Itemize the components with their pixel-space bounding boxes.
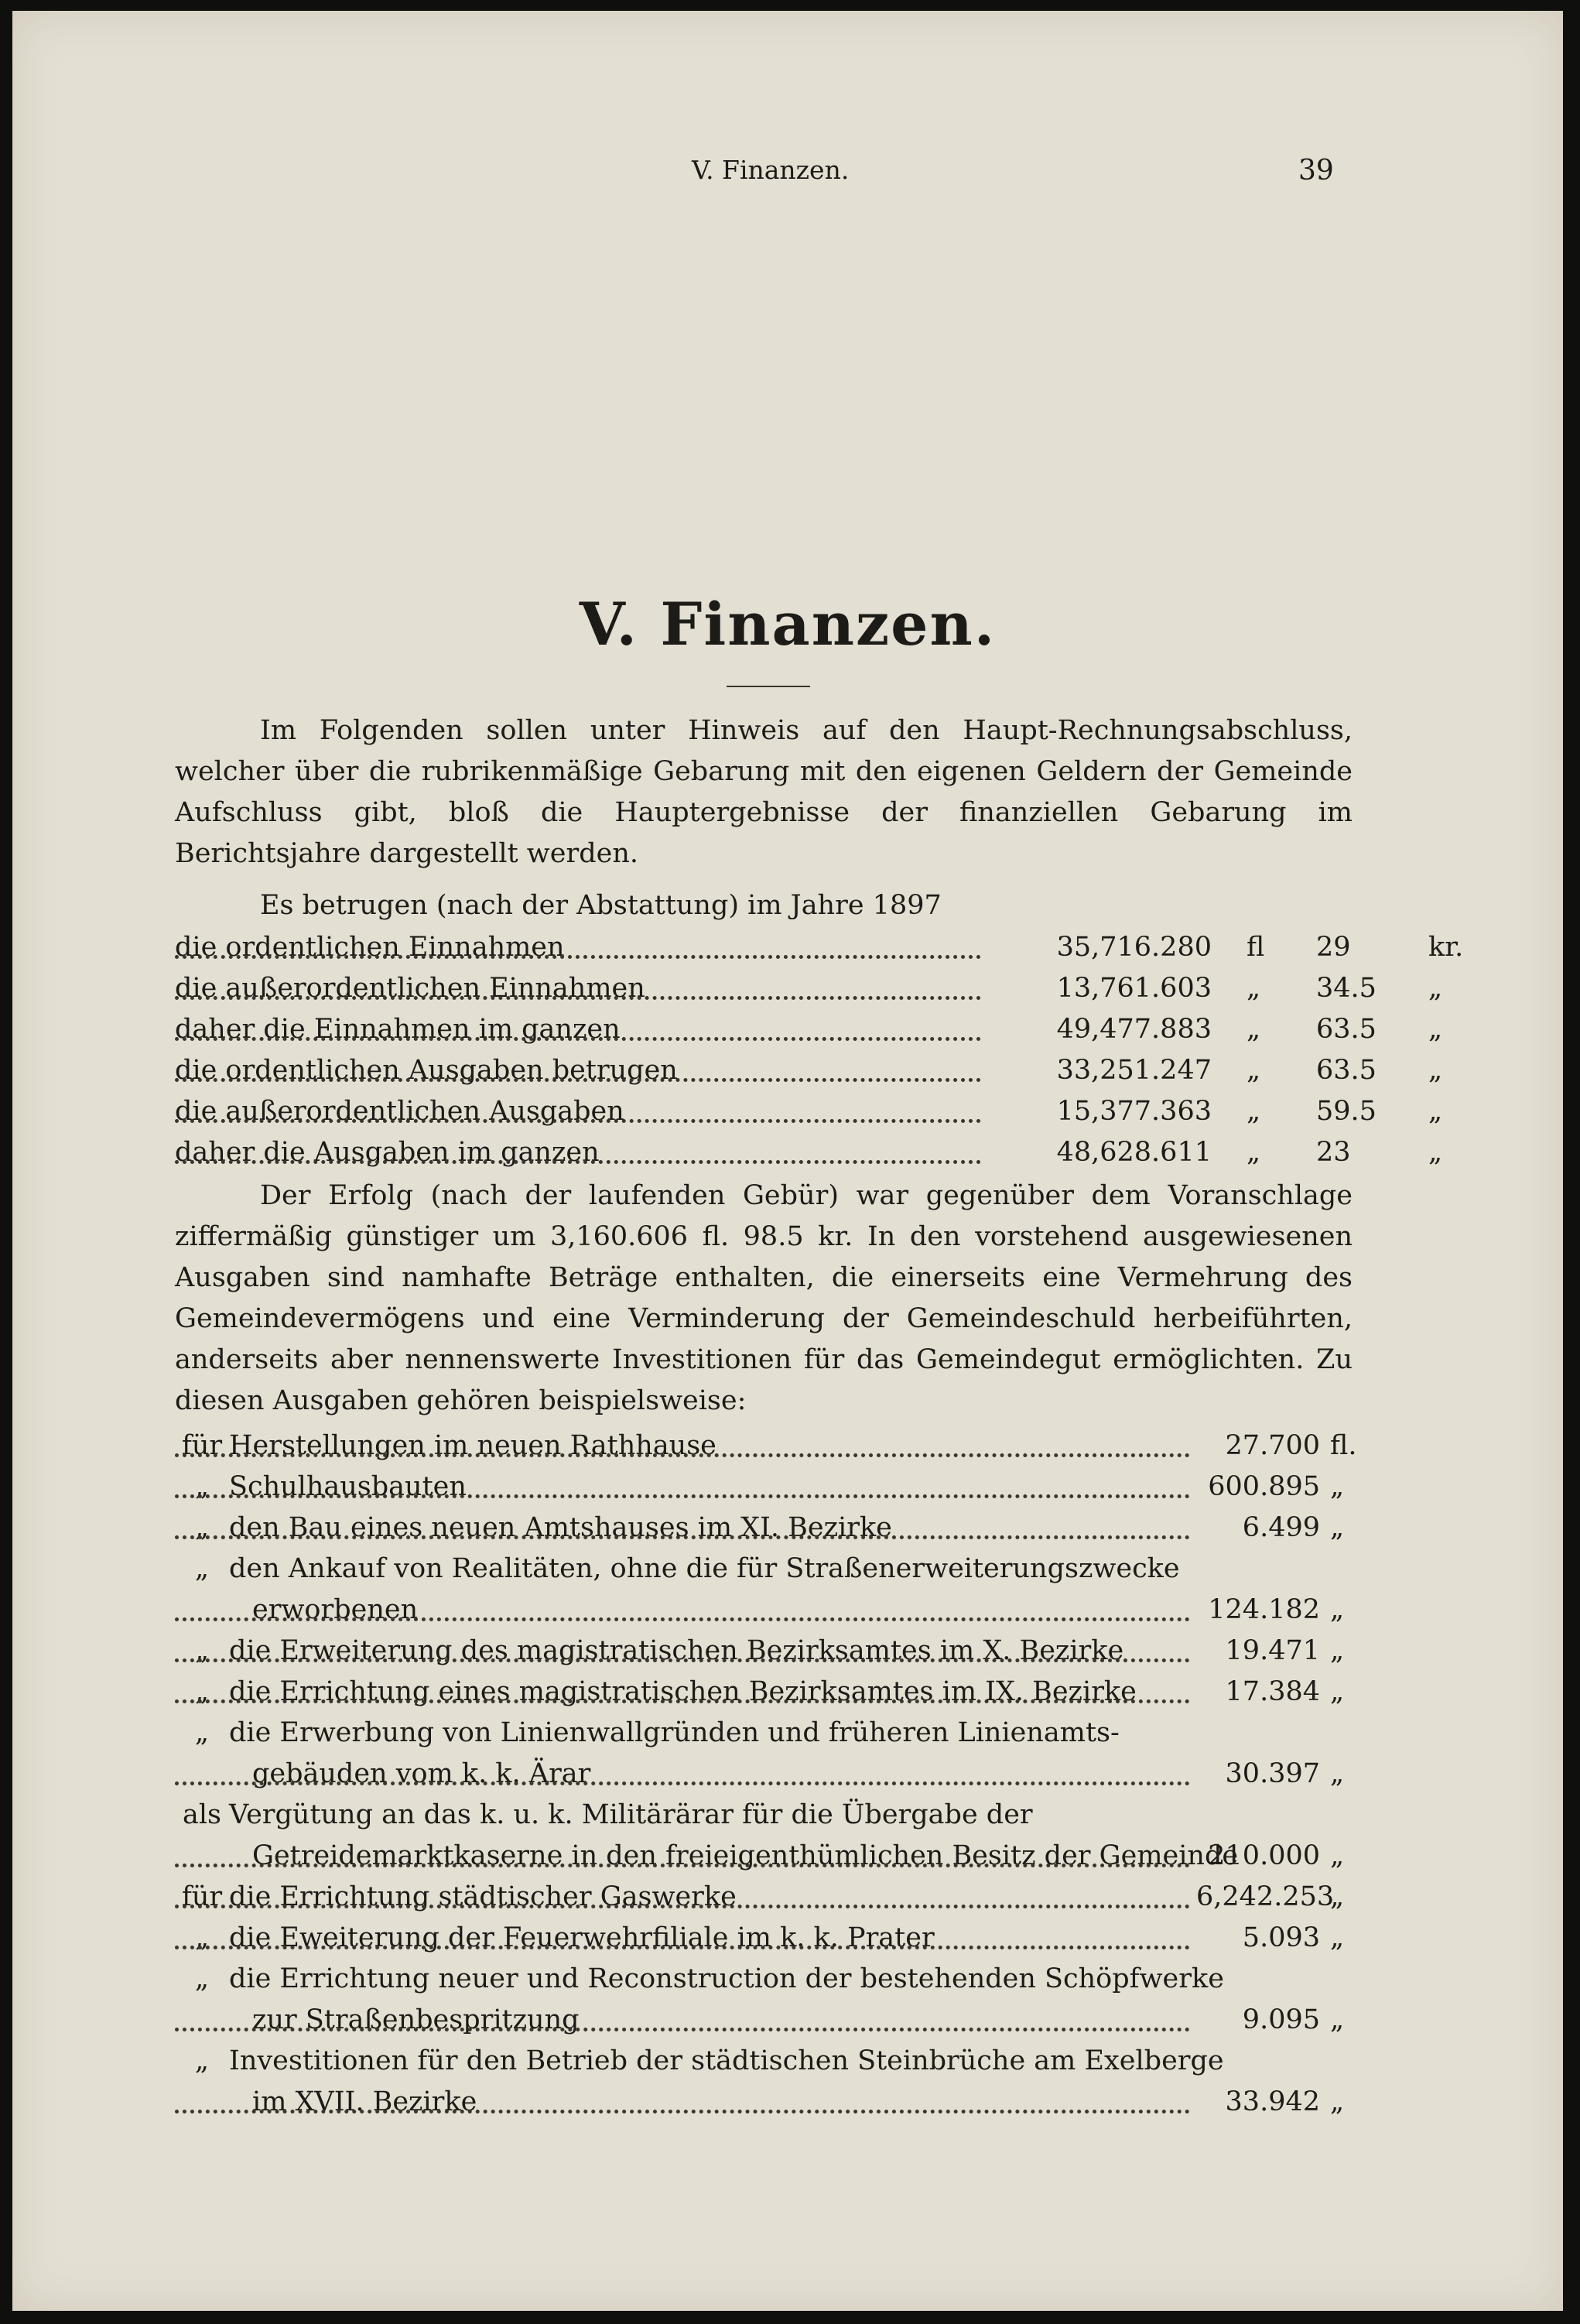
row-label: Vergütung an das k. u. k. Militärärar für die Übergabe der <box>229 1799 1033 1830</box>
amount-florin: 33.942 <box>1225 2086 1320 2117</box>
amount-florin: 210.000 <box>1208 1840 1320 1871</box>
amount-florin: 33,251.247 <box>1056 1055 1212 1086</box>
dot-leader <box>175 1160 981 1164</box>
unit-kreuzer: „ <box>1428 1096 1443 1127</box>
row-text <box>175 1963 1233 1994</box>
unit-florin: „ <box>1330 1512 1345 1543</box>
page-number: 39 <box>1298 155 1334 187</box>
unit-kreuzer: „ <box>1428 1137 1443 1168</box>
row-label-wrap <box>175 1754 1353 1795</box>
amount-florin: 17.384 <box>1225 1676 1320 1707</box>
amount-florin: 6.499 <box>1242 1512 1320 1543</box>
unit-florin: fl. <box>1330 1430 1357 1461</box>
unit-florin: fl <box>1247 932 1265 963</box>
row-label: erworbenen <box>252 1594 419 1625</box>
row-prefix: als <box>182 1799 222 1830</box>
totals-lead: Es betrugen (nach der Abstattung) im Jahre 1897 <box>260 890 942 921</box>
unit-florin: „ <box>1330 1922 1345 1953</box>
row-label: die außerordentlichen Ausgaben <box>175 1096 634 1127</box>
amount-florin: 15,377.363 <box>1056 1096 1212 1127</box>
amount-florin: 5.093 <box>1242 1922 1320 1953</box>
row-prefix: „ <box>194 1553 210 1584</box>
dot-leader <box>175 996 981 1000</box>
unit-kreuzer: „ <box>1428 973 1443 1004</box>
row-label: die ordentlichen Einnahmen <box>175 932 574 963</box>
amount-florin: 27.700 <box>1225 1430 1320 1461</box>
row-label: die Erweiterung des magistratischen Bezirksamtes im X. Bezirke <box>229 1635 1124 1666</box>
list-item <box>175 1467 1353 1508</box>
row-label: den Bau eines neuen Amtshauses im XI. Bezirke <box>229 1512 892 1543</box>
list-item <box>175 1631 1353 1672</box>
amount-kreuzer: 29 <box>1316 932 1351 963</box>
amount-florin: 9.095 <box>1242 2004 1320 2035</box>
amount-florin: 49,477.883 <box>1056 1014 1212 1045</box>
unit-florin: „ <box>1247 1055 1261 1086</box>
amount-florin: 600.895 <box>1208 1471 1320 1502</box>
row-label: die außerordentlichen Einnahmen <box>175 973 655 1004</box>
row-label-wrap <box>175 2000 1353 2041</box>
row-label: gebäuden vom k. k. Ärar <box>252 1758 591 1789</box>
intro-paragraph <box>175 710 1353 874</box>
unit-florin: „ <box>1330 1840 1345 1871</box>
book-page <box>12 11 1563 2311</box>
running-title: V. Finanzen. <box>692 155 850 185</box>
title-rule <box>727 686 810 687</box>
unit-kreuzer: „ <box>1428 1014 1443 1045</box>
unit-florin: „ <box>1247 1014 1261 1045</box>
row-prefix: für <box>181 1881 223 1912</box>
row-text <box>175 1799 1042 1830</box>
row-prefix: „ <box>194 2045 210 2076</box>
row-label-wrap <box>175 1467 1353 1508</box>
totals-list <box>175 927 1464 1173</box>
row-label-wrap <box>175 2041 1353 2082</box>
row-label-wrap <box>175 2082 1353 2123</box>
row-label: Investitionen für den Betrieb der städtischen Steinbrüche am Exelberge <box>229 2045 1224 2076</box>
list-item <box>175 1713 1353 1754</box>
dot-leader <box>175 955 981 959</box>
amount-kreuzer: 34.5 <box>1316 973 1377 1004</box>
dot-leader <box>175 1037 981 1041</box>
erfolg-text: Der Erfolg (nach der laufenden Gebür) war gegenüber dem Voranschlage ziffermäßig günstiger um 3,160.606 fl. 98.5 kr. In den vorstehend ausgewiesenen Ausgaben sind namhafte Beträge enthalten, die einerseits eine Vermehrung des Gemeindevermögens und eine Verminderung der Gemeindeschuld herbeiführten, anderseits aber nennenswerte Investitionen für das Gemeindegut ermöglichten. Zu diesen Ausgaben gehören beispielsweise: <box>175 1180 1353 1416</box>
row-label: Schulhausbauten <box>229 1471 467 1502</box>
row-text <box>175 2045 1233 2076</box>
list-item <box>175 1877 1353 1918</box>
chapter-title: V. Finanzen. <box>579 590 997 659</box>
row-label: daher die Einnahmen im ganzen <box>175 1014 630 1045</box>
amount-kreuzer: 63.5 <box>1316 1055 1377 1086</box>
unit-florin: „ <box>1330 1881 1345 1912</box>
unit-florin: „ <box>1247 973 1261 1004</box>
dot-leader <box>175 2110 1190 2114</box>
list-item <box>175 2082 1353 2123</box>
amount-kreuzer: 23 <box>1316 1137 1351 1168</box>
list-item <box>175 1795 1353 1836</box>
row-label-wrap <box>175 1836 1353 1877</box>
row-prefix: „ <box>194 1922 210 1953</box>
row-label-wrap <box>175 1508 1353 1549</box>
amount-florin: 35,716.280 <box>1056 932 1212 963</box>
list-item <box>175 1426 1357 1467</box>
unit-florin: „ <box>1247 1096 1261 1127</box>
row-text <box>175 1717 1129 1748</box>
list-item <box>175 2041 1353 2082</box>
row-label: die Erwerbung von Linienwallgründen und früheren Linienamts- <box>229 1717 1120 1748</box>
erfolg-paragraph <box>175 1176 1353 1422</box>
row-prefix: „ <box>194 1471 210 1502</box>
list-item <box>175 1959 1353 2000</box>
row-label: den Ankauf von Realitäten, ohne die für Straßenerweiterungszwecke <box>229 1553 1180 1584</box>
row-prefix: „ <box>194 1676 210 1707</box>
list-item <box>175 1836 1353 1877</box>
amount-kreuzer: 63.5 <box>1316 1014 1377 1045</box>
amount-florin: 19.471 <box>1225 1635 1320 1666</box>
table-row <box>175 1050 1443 1091</box>
row-text <box>175 1553 1189 1584</box>
table-row <box>175 927 1464 968</box>
row-prefix: „ <box>194 1512 210 1543</box>
row-label-wrap <box>175 1918 1353 1959</box>
row-label-wrap <box>175 1549 1353 1590</box>
dot-leader <box>175 1864 1190 1867</box>
amount-florin: 6,242.253 <box>1196 1881 1335 1912</box>
unit-florin: „ <box>1330 1676 1345 1707</box>
dot-leader <box>175 1782 1190 1785</box>
row-label: Getreidemarktkaserne in den freieigenthümlichen Besitz der Gemeinde <box>252 1840 1239 1871</box>
row-label-wrap <box>175 1426 1353 1467</box>
dot-leader <box>175 1494 1190 1498</box>
amount-florin: 124.182 <box>1208 1594 1320 1625</box>
unit-kreuzer: „ <box>1428 1055 1443 1086</box>
dot-leader <box>175 1453 1190 1457</box>
unit-florin: „ <box>1330 1635 1345 1666</box>
dot-leader <box>175 1119 981 1123</box>
amount-florin: 13,761.603 <box>1056 973 1212 1004</box>
dot-leader <box>175 1658 1190 1662</box>
row-label: die Eweiterung der Feuerwehrfiliale im k. k. Prater <box>229 1922 935 1953</box>
running-head <box>12 155 1563 193</box>
dot-leader <box>175 1617 1190 1621</box>
dot-leader <box>175 1946 1190 1949</box>
expenses-list <box>175 1426 1357 2123</box>
intro-text: Im Folgenden sollen unter Hinweis auf den Haupt-Rechnungsabschluss, welcher über die rubrikenmäßige Gebarung mit den eigenen Geldern der Gemeinde Aufschluss gibt, bloß die Hauptergebnisse der finanziellen Gebarung im Berichtsjahre dargestellt werden. <box>175 715 1353 869</box>
row-label-wrap <box>175 1590 1353 1631</box>
dot-leader <box>175 1699 1190 1703</box>
list-item <box>175 1590 1353 1631</box>
list-item <box>175 1918 1353 1959</box>
row-label: daher die Ausgaben im ganzen <box>175 1137 609 1168</box>
unit-florin: „ <box>1247 1137 1261 1168</box>
table-row <box>175 1009 1443 1050</box>
unit-florin: „ <box>1330 1471 1345 1502</box>
dot-leader <box>175 2028 1190 2031</box>
list-item <box>175 1754 1353 1795</box>
row-label: die Errichtung neuer und Reconstruction der bestehenden Schöpfwerke <box>229 1963 1224 1994</box>
row-prefix: „ <box>194 1635 210 1666</box>
row-label-wrap <box>175 1877 1353 1918</box>
row-label: die Errichtung städtischer Gaswerke <box>229 1881 737 1912</box>
unit-florin: „ <box>1330 2004 1345 2035</box>
row-label-wrap <box>175 1959 1353 2000</box>
dot-leader <box>175 1078 981 1082</box>
unit-florin: „ <box>1330 2086 1345 2117</box>
row-label: zur Straßenbespritzung <box>252 2004 580 2035</box>
row-label-wrap <box>175 1713 1353 1754</box>
row-label-wrap <box>175 1631 1353 1672</box>
row-label: die Errichtung eines magistratischen Bezirksamtes im IX. Bezirke <box>229 1676 1137 1707</box>
table-row <box>175 1091 1443 1132</box>
row-label: die ordentlichen Ausgaben betrugen <box>175 1055 687 1086</box>
unit-kreuzer: kr. <box>1428 932 1464 963</box>
list-item <box>175 2000 1353 2041</box>
list-item <box>175 1508 1353 1549</box>
list-item <box>175 1672 1353 1713</box>
list-item <box>175 1549 1353 1590</box>
row-label-wrap <box>175 1795 1353 1836</box>
row-label-wrap <box>175 1672 1353 1713</box>
table-row <box>175 1132 1443 1173</box>
row-prefix: „ <box>194 1717 210 1748</box>
row-label: im XVII. Bezirke <box>252 2086 477 2117</box>
table-row <box>175 968 1443 1009</box>
dot-leader <box>175 1905 1190 1908</box>
dot-leader <box>175 1535 1190 1539</box>
amount-kreuzer: 59.5 <box>1316 1096 1377 1127</box>
amount-florin: 48,628.611 <box>1056 1137 1212 1168</box>
amount-florin: 30.397 <box>1225 1758 1320 1789</box>
row-prefix: für <box>181 1430 223 1461</box>
row-prefix: „ <box>194 1963 210 1994</box>
unit-florin: „ <box>1330 1594 1345 1625</box>
row-label: Herstellungen im neuen Rathhause <box>229 1430 716 1461</box>
unit-florin: „ <box>1330 1758 1345 1789</box>
